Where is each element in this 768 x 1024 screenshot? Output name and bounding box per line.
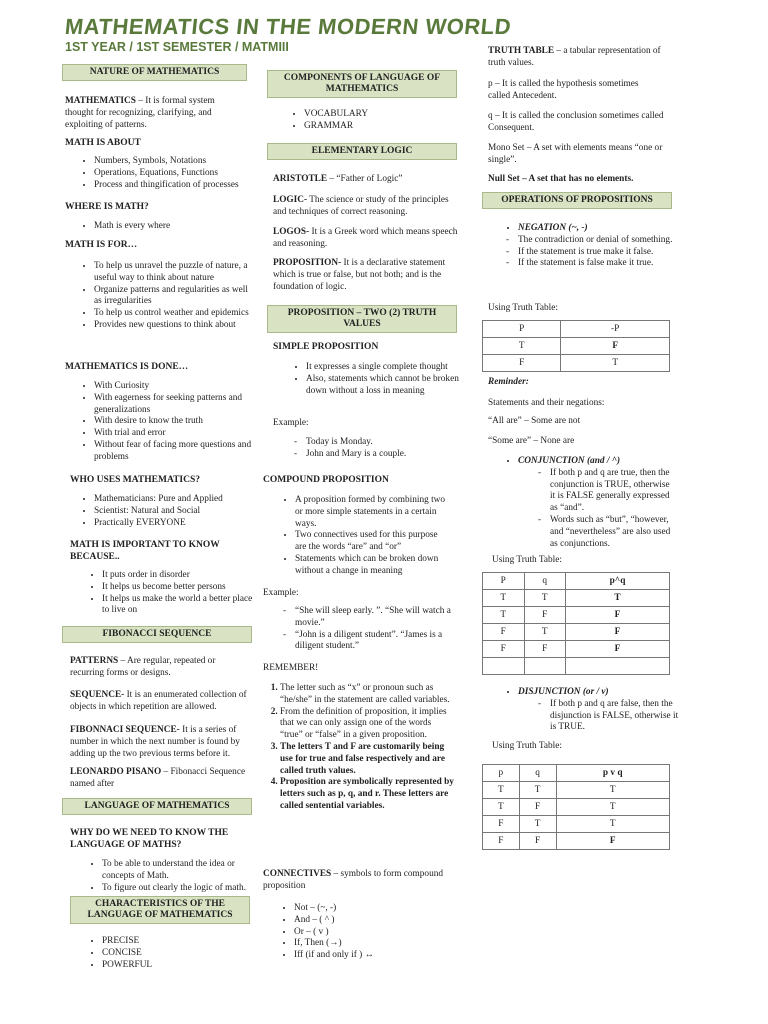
term: MATHEMATICS: [65, 96, 136, 106]
list-item: • To figure out clearly the logic of math.: [102, 883, 258, 895]
list-item: • Process and thingification of processes: [94, 180, 250, 192]
term: LOGOS-: [273, 227, 310, 237]
example-label: Example:: [263, 588, 299, 598]
logos-definition: [273, 227, 458, 251]
definition: – symbols to form compound proposition: [263, 869, 444, 891]
term: LEONARDO PISANO: [70, 767, 162, 777]
table-cell: F: [556, 833, 670, 850]
term: PATTERNS: [70, 656, 119, 666]
table-cell: T: [556, 816, 670, 833]
table-cell: F: [483, 816, 520, 833]
heading-math-for: MATH IS FOR…: [65, 240, 138, 250]
list-math-about: [80, 156, 250, 191]
list-item: • VOCABULARY: [304, 109, 440, 121]
list-item: • It puts order in disorder: [102, 570, 253, 582]
list-item: • To be able to understand the idea or concepts of Math.: [102, 859, 258, 883]
term: PROPOSITION-: [273, 258, 342, 268]
definition: – It is formal system thought for recognizing, clarifying, and exploiting of patterns.: [65, 96, 215, 130]
using-truth-table-label: Using Truth Table:: [492, 555, 562, 565]
term: FIBONNACI SEQUENCE-: [70, 725, 180, 735]
definition: – “Father of Logic”: [327, 174, 403, 184]
disjunction-truth-table: [482, 764, 670, 850]
section-header-language: LANGUAGE OF MATHEMATICS: [62, 798, 252, 815]
negation-block: [504, 223, 674, 270]
table-cell: T: [483, 338, 561, 355]
list-compound: [281, 495, 451, 578]
table-cell: T: [519, 816, 556, 833]
list-remember: [262, 683, 454, 813]
list-item: • GRAMMAR: [304, 121, 440, 133]
list-item: • POWERFUL: [102, 960, 238, 972]
using-truth-table-label: Using Truth Table:: [492, 741, 562, 751]
section-header-fibonacci: FIBONACCI SEQUENCE: [62, 626, 252, 643]
mono-set-definition: Mono Set – A set with elements means “one or single”.: [488, 143, 663, 165]
fibonacci-sequence-definition: [70, 725, 250, 760]
table-header: -P: [561, 321, 670, 338]
truth-table-definition: [488, 46, 673, 70]
connectives-definition: [263, 869, 448, 893]
list-item: • It helps us become better persons: [102, 582, 253, 594]
list-item: [280, 683, 454, 707]
list-item: • And – ( ^ ): [294, 915, 450, 927]
table-cell: T: [519, 782, 556, 799]
list-connectives: [280, 903, 450, 962]
term: ARISTOTLE: [273, 174, 328, 184]
definition: It is a Greek word which means speech and reasoning.: [273, 227, 458, 249]
list-done: [80, 381, 252, 464]
list-item: • Or – ( v ): [294, 927, 450, 939]
table-cell: T: [524, 624, 566, 641]
proposition-definition: [273, 258, 458, 293]
remember-text: The letters T and F are customarily being use for true and false respectively and are called truth values.: [280, 741, 446, 776]
mathematics-definition: [65, 96, 235, 131]
table-cell: F: [566, 607, 670, 624]
table-cell: T: [556, 782, 670, 799]
remember-text: Proposition are symbolically represented by letters such as p, q, and r. These letters are called sentential variables.: [280, 777, 454, 811]
table-cell: F: [566, 624, 670, 641]
table-cell: [566, 658, 670, 675]
definition: It is an enumerated collection of objects in which repetition are allowed.: [70, 690, 247, 712]
section-header-components: COMPONENTS OF LANGUAGE OF MATHEMATICS: [267, 70, 457, 98]
conjunction-truth-table: [482, 572, 670, 675]
null-set-definition: Null Set – A set that has no elements.: [488, 174, 634, 184]
list-item: • Also, statements which cannot be broken down without a loss in meaning: [306, 374, 462, 398]
table-cell: F: [561, 338, 670, 355]
list-item: • To help us control weather and epidemics: [94, 308, 250, 320]
remember-text: From the definition of proposition, it implies that we can only assign one of the words “true” or “false” in a given proposition.: [280, 706, 447, 741]
list-components: [290, 109, 440, 133]
list-item: • PRECISE: [102, 936, 238, 948]
negation-truth-table: [482, 320, 670, 372]
table-cell: F: [483, 624, 525, 641]
section-header-truth-values: PROPOSITION – TWO (2) TRUTH VALUES: [267, 305, 457, 333]
list-example1: [292, 437, 457, 461]
table-header: p: [483, 765, 520, 782]
list-why: [88, 859, 258, 894]
table-header: q: [519, 765, 556, 782]
table-cell: T: [483, 607, 525, 624]
section-header-operations: OPERATIONS OF PROPOSITIONS: [482, 192, 672, 209]
list-item: • Without fear of facing more questions and problems: [94, 440, 252, 464]
section-header-nature: NATURE OF MATHEMATICS: [62, 64, 247, 81]
table-cell: T: [556, 799, 670, 816]
table-header: P: [483, 573, 525, 590]
term: LOGIC-: [273, 195, 308, 205]
table-cell: T: [483, 799, 520, 816]
list-item: - Today is Monday.: [306, 437, 457, 449]
list-item: • With desire to know the truth: [94, 416, 252, 428]
negation-heading: • NEGATION (~, -): [518, 223, 674, 235]
table-cell: T: [483, 590, 525, 607]
list-item: • Scientist: Natural and Social: [94, 506, 252, 518]
list-item: • Provides new questions to think about: [94, 320, 250, 332]
definition: It is a series of number in which the next number is found by adding up the two previous terms before it.: [70, 725, 240, 759]
table-cell: T: [561, 355, 670, 372]
list-item: [280, 742, 454, 777]
list-item: • Numbers, Symbols, Notations: [94, 156, 250, 168]
table-header: p v q: [556, 765, 670, 782]
p-definition: p – It is called the hypothesis sometimes called Antecedent.: [488, 79, 639, 101]
leonardo-definition: [70, 767, 250, 791]
heading-why: WHY DO WE NEED TO KNOW THE LANGUAGE OF MATHS?: [70, 828, 229, 850]
table-header: P: [483, 321, 561, 338]
table-cell: F: [483, 833, 520, 850]
heading-math-about: MATH IS ABOUT: [65, 138, 141, 148]
table-cell: F: [483, 355, 561, 372]
heading-compound-proposition: COMPOUND PROPOSITION: [263, 475, 389, 485]
term: TRUTH TABLE: [488, 46, 555, 56]
heading-important: MATH IS IMPORTANT TO KNOW BECAUSE..: [70, 540, 220, 562]
list-item: - If the statement is true make it false.: [518, 247, 674, 259]
list-item: • Iff (if and only if ) ↔: [294, 950, 450, 962]
remember-label: REMEMBER!: [263, 663, 319, 673]
list-item: • To help us unravel the puzzle of nature, a useful way to think about nature: [94, 261, 250, 285]
list-simple: [292, 362, 462, 397]
table-cell: F: [524, 641, 566, 658]
list-item: • With Curiosity: [94, 381, 252, 393]
list-item: - The contradiction or denial of something.: [518, 235, 674, 247]
list-characteristics: [88, 936, 238, 971]
list-item: - If both p and q are false, then the disjunction is FALSE, otherwise it is TRUE.: [550, 699, 679, 734]
all-are-negation: “All are” – Some are not: [488, 416, 581, 426]
table-cell: F: [519, 833, 556, 850]
list-item: • If, Then (→): [294, 938, 450, 950]
list-who: [80, 494, 252, 529]
section-header-characteristics: CHARACTERISTICS OF THE LANGUAGE OF MATHEMATICS: [70, 896, 250, 924]
list-item: • Organize patterns and regularities as well as irregularities: [94, 285, 250, 309]
definition: It is a declarative statement which is true or false, but not both; and is the foundation of logic.: [273, 258, 446, 292]
table-cell: F: [483, 641, 525, 658]
definition: – a tabular representation of truth values.: [488, 46, 661, 68]
patterns-definition: [70, 656, 250, 680]
list-item: • Two connectives used for this purpose are the words “are” and “or”: [295, 530, 451, 554]
remember-text: The letter such as “x” or pronoun such as “he/she” in the statement are called variables.: [280, 683, 450, 705]
list-item: • Mathematicians: Pure and Applied: [94, 494, 252, 506]
list-item: • Math is every where: [94, 221, 250, 233]
list-item: • It helps us make the world a better place to live on: [102, 594, 253, 618]
table-cell: T: [483, 782, 520, 799]
page-subtitle: 1ST YEAR / 1ST SEMESTER / MATMIII: [65, 40, 289, 54]
list-item: - “She will sleep early. ”. “She will watch a movie.”: [295, 606, 451, 630]
list-item: • With trial and error: [94, 428, 252, 440]
heading-simple-proposition: SIMPLE PROPOSITION: [273, 342, 379, 352]
table-header: p^q: [566, 573, 670, 590]
term: CONNECTIVES: [263, 869, 332, 879]
list-math-for: [80, 261, 250, 332]
heading-where: WHERE IS MATH?: [65, 202, 149, 212]
list-item: • Not – (~, -): [294, 903, 450, 915]
list-item: - If the statement is false make it true.: [518, 258, 674, 270]
list-item: - Words such as “but”, “however, and “nevertheless” are also used as conjunctions.: [550, 515, 674, 550]
section-header-elementary-logic: ELEMENTARY LOGIC: [267, 143, 457, 160]
definition: – Fibonacci Sequence named after: [70, 767, 246, 789]
list-where: [80, 221, 250, 233]
table-cell: F: [566, 641, 670, 658]
table-cell: F: [519, 799, 556, 816]
table-cell: T: [566, 590, 670, 607]
definition: The science or study of the principles and techniques of correct reasoning.: [273, 195, 449, 217]
heading-done: MATHEMATICS IS DONE…: [65, 362, 189, 372]
conjunction-block: [504, 456, 674, 550]
some-are-negation: “Some are” – None are: [488, 436, 575, 446]
list-item: • Operations, Equations, Functions: [94, 168, 250, 180]
list-item: - John and Mary is a couple.: [306, 449, 457, 461]
list-item: • CONCISE: [102, 948, 238, 960]
sequence-definition: [70, 690, 250, 714]
list-item: • With eagerness for seeking patterns and generalizations: [94, 393, 252, 417]
list-item: • It expresses a single complete thought: [306, 362, 462, 374]
list-item: • Statements which can be broken down without a change in meaning: [295, 554, 451, 578]
list-item: • A proposition formed by combining two or more simple statements in a certain ways.: [295, 495, 451, 530]
heading-who: WHO USES MATHEMATICS?: [70, 475, 201, 485]
list-item: [280, 707, 454, 742]
table-cell: [524, 658, 566, 675]
disjunction-block: [504, 687, 679, 734]
list-item: - “John is a diligent student”. “James is a diligent student.”: [295, 630, 451, 654]
statements-negations: Statements and their negations:: [488, 398, 605, 408]
table-cell: F: [524, 607, 566, 624]
conjunction-heading: • CONJUNCTION (and / ^): [518, 456, 674, 468]
logic-definition: [273, 195, 458, 219]
list-item: • Practically EVERYONE: [94, 518, 252, 530]
page-title: MATHEMATICS IN THE MODERN WORLD: [63, 14, 513, 39]
table-cell: [483, 658, 525, 675]
example-label: Example:: [273, 418, 309, 428]
definition: – Are regular, repeated or recurring forms or designs.: [70, 656, 216, 678]
term: SEQUENCE-: [70, 690, 125, 700]
list-example2: [281, 606, 451, 653]
list-item: - If both p and q are true, then the conjunction is TRUE, otherwise it is FALSE generally expressed as “and”.: [550, 468, 674, 515]
aristotle-definition: [273, 174, 458, 186]
list-important: [88, 570, 253, 617]
disjunction-heading: • DISJUNCTION (or / v): [518, 687, 679, 699]
table-cell: T: [524, 590, 566, 607]
table-header: q: [524, 573, 566, 590]
reminder-label: Reminder:: [488, 377, 529, 387]
using-truth-table-label: Using Truth Table:: [488, 303, 558, 313]
q-definition: q – It is called the conclusion sometimes called Consequent.: [488, 111, 664, 133]
list-item: [280, 777, 454, 812]
